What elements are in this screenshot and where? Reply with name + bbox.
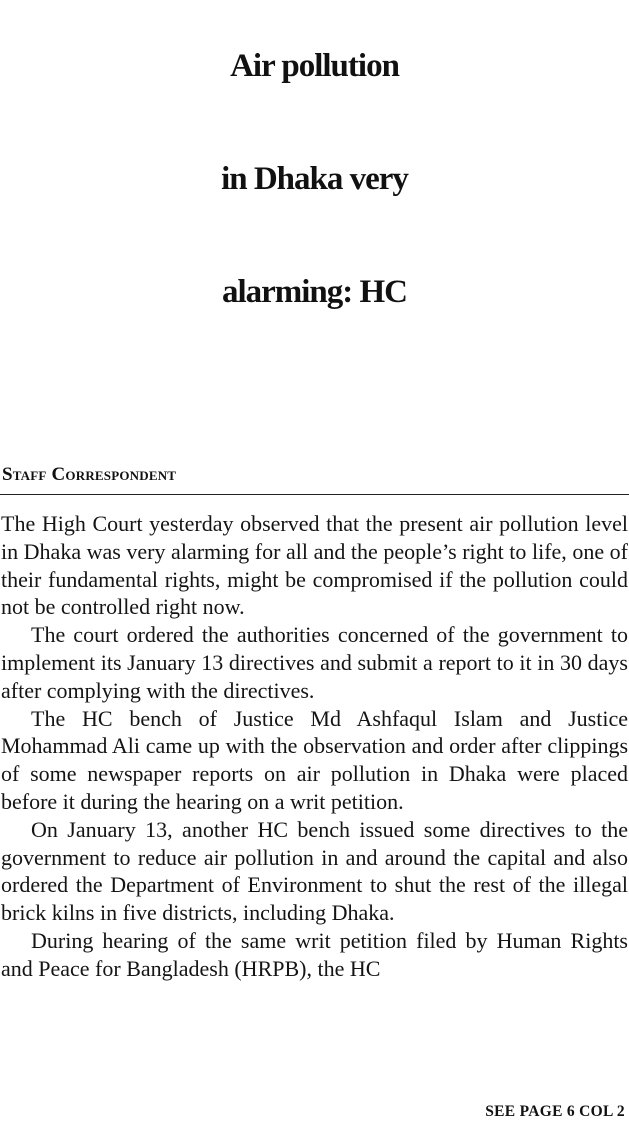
article-paragraph: The HC bench of Justice Md Ashfaqul Islam and Justice Mohammad Ali came up with the observation and order after clippings of some newspaper reports on air pollution in Dhaka were placed before it during the hearing on a writ petition. — [1, 705, 628, 814]
continuation-jump-line: SEE PAGE 6 COL 2 — [485, 1103, 625, 1120]
subheadline-line-1 — [0, 352, 629, 402]
headline-line-3: alarming: HC — [221, 274, 408, 310]
article-paragraph: During hearing of the same writ petition filed by Human Rights and Peace for Bangladesh (HRPB), the HC — [1, 927, 628, 981]
article-paragraph: The court ordered the authorities concerned of the government to implement its January 13 directives and submit a report to it in 30 days after complying with the directives. — [1, 622, 628, 703]
byline-divider — [0, 494, 629, 495]
subheadline — [0, 352, 629, 452]
byline: Staff Correspondent — [2, 464, 177, 485]
article-paragraph: The High Court yesterday observed that the present air pollution level in Dhaka was very alarming for all and the people’s right to life, one of their fundamental rights, might be compromised if the pollution could not be controlled right now. — [1, 511, 628, 620]
headline — [0, 10, 629, 349]
headline-line-2: in Dhaka very — [221, 161, 408, 197]
article-body — [1, 510, 628, 983]
article-paragraph: On January 13, another HC bench issued some directives to the government to reduce air pollution in and around the capital and also ordered the Department of Environment to shut the rest of the illegal brick kilns in five districts, including Dhaka. — [1, 816, 628, 926]
headline-line-1: Air pollution — [230, 48, 399, 84]
subheadline-line-2 — [0, 402, 629, 452]
